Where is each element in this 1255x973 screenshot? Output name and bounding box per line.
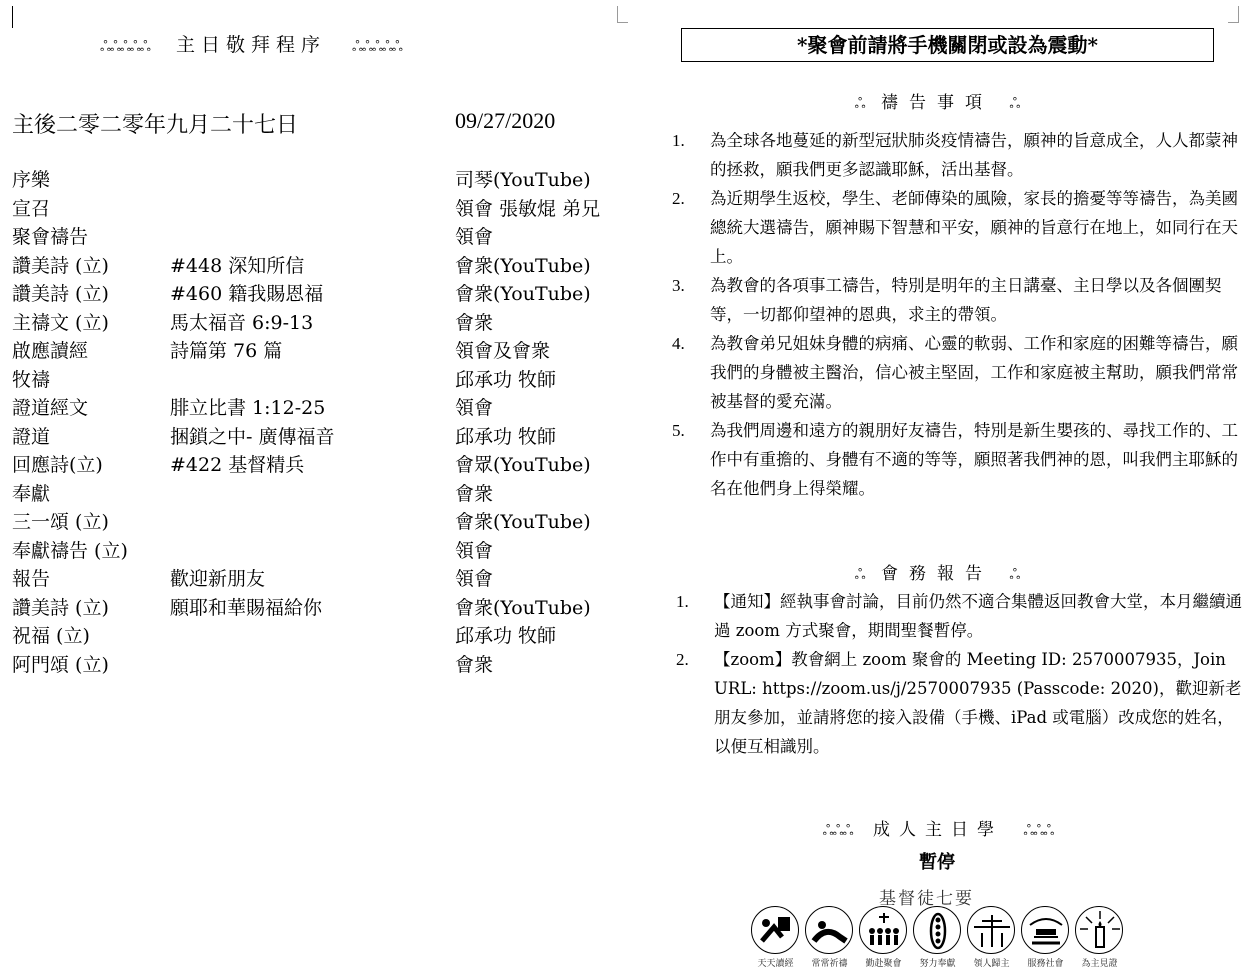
page-margin-mark bbox=[1228, 6, 1239, 23]
ornament-icon: ஃஃஃ bbox=[822, 823, 853, 839]
program-row bbox=[12, 594, 612, 623]
item-number: 4. bbox=[672, 334, 685, 353]
program-leader: 領會 bbox=[455, 397, 494, 419]
program-item: 序樂 bbox=[12, 169, 51, 191]
item-text: 為我們周邊和遠方的親朋好友禱告，特別是新生嬰孩的、尋找工作的、工作中有重擔的、身體有不適的等等，願照著我們神的恩，叫我們主耶穌的名在他們身上得榮耀。 bbox=[710, 421, 1238, 498]
section-title: 會務報告 bbox=[881, 564, 993, 584]
item-text: 為教會的各項事工禱告，特別是明年的主日講臺、主日學以及各個團契等，一切都仰望神的恩典，求主的帶領。 bbox=[710, 276, 1222, 324]
page-title: 主日敬拜程序 bbox=[175, 34, 326, 56]
list-item bbox=[676, 587, 1242, 645]
program-item: 主禱文 (立) bbox=[12, 311, 109, 334]
prayer-heading bbox=[848, 88, 1026, 114]
program-item: 阿門頌 (立) bbox=[12, 653, 109, 676]
program-item: 奉獻禱告 (立) bbox=[12, 539, 128, 562]
program-row bbox=[12, 166, 612, 195]
program-item: 讚美詩 (立) bbox=[12, 254, 109, 277]
page-margin-mark bbox=[617, 6, 628, 23]
program-row bbox=[12, 280, 612, 309]
program-row bbox=[12, 480, 612, 509]
program-leader: 會衆 bbox=[455, 311, 494, 334]
program-leader: 領會 bbox=[455, 539, 494, 562]
essential-caption: 服務社會 bbox=[1027, 959, 1064, 969]
program-leader: 邱承功 牧師 bbox=[455, 425, 557, 448]
item-number: 3. bbox=[672, 276, 685, 295]
program-detail bbox=[170, 166, 455, 195]
program-row bbox=[12, 622, 612, 651]
program-leader: 領會 bbox=[455, 226, 494, 248]
list-item bbox=[672, 271, 1238, 329]
program-detail bbox=[170, 622, 455, 651]
program-detail bbox=[170, 480, 455, 509]
program-leader: 會衆(YouTube) bbox=[455, 511, 591, 533]
program-leader: 會衆 bbox=[455, 482, 494, 505]
program-detail bbox=[170, 508, 455, 537]
program-detail: 捆鎖之中- 廣傳福音 bbox=[170, 425, 335, 448]
item-text: 為教會弟兄姐妹身體的病痛、心靈的軟弱、工作和家庭的困難等禱告，願我們的身體被主醫治，信心被主堅固，工作和家庭被主幫助，願我們常常被基督的愛充滿。 bbox=[710, 334, 1238, 411]
program-leader: 會衆(YouTube) bbox=[455, 596, 591, 619]
witness-icon bbox=[1075, 906, 1123, 954]
item-number: 1. bbox=[676, 592, 689, 611]
bible-reading-icon bbox=[751, 906, 799, 954]
service-date-chinese: 主後二零二零年九月二十七日 bbox=[12, 113, 299, 138]
program-item: 宣召 bbox=[12, 197, 51, 220]
program-item: 奉獻 bbox=[12, 482, 51, 505]
program-item: 祝福 (立) bbox=[12, 625, 90, 647]
program-row bbox=[12, 394, 612, 423]
program-row bbox=[12, 309, 612, 338]
list-item bbox=[672, 184, 1238, 271]
essential-caption: 勤赴聚會 bbox=[865, 959, 902, 969]
program-leader: 邱承功 牧師 bbox=[455, 368, 557, 391]
program-row bbox=[12, 366, 612, 395]
essential-caption: 領人歸主 bbox=[973, 959, 1010, 969]
item-text: 【zoom】教會網上 zoom 聚會的 Meeting ID: 2570007935，Join URL: https://zoom.us/j/2570007935 (Passcode: 2020)，歡迎新老朋友參加，並請將您的接入設備（手機、iPad 或電腦）改成您的姓名，以便互相識別。 bbox=[714, 650, 1242, 756]
seven-essentials-icons bbox=[751, 906, 1125, 954]
list-item bbox=[676, 645, 1242, 761]
ornament-icon: ஃ bbox=[854, 567, 865, 583]
essential-caption: 為主見證 bbox=[1081, 959, 1118, 969]
list-item bbox=[672, 416, 1238, 503]
program-item: 聚會禱告 bbox=[12, 226, 89, 248]
seven-essentials-captions bbox=[751, 956, 1125, 970]
ornament-icon: ஃ bbox=[1009, 96, 1020, 112]
phone-notice-box: *聚會前請將手機關閉或設為震動* bbox=[681, 28, 1214, 62]
order-of-worship-heading bbox=[100, 30, 402, 57]
section-title: 禱告事項 bbox=[881, 93, 993, 113]
program-detail: 歡迎新朋友 bbox=[170, 568, 266, 590]
section-title: 成人主日學 bbox=[873, 820, 1003, 840]
program-row bbox=[12, 252, 612, 281]
offering-icon bbox=[913, 906, 961, 954]
program-leader: 會衆 bbox=[455, 653, 494, 676]
church-news-heading bbox=[848, 559, 1026, 585]
program-detail: 願耶和華賜福給你 bbox=[170, 596, 323, 619]
program-detail: 腓立比書 1:12-25 bbox=[170, 397, 326, 419]
ornament-icon: ஃ bbox=[1009, 567, 1020, 583]
essential-caption: 努力奉獻 bbox=[919, 959, 956, 969]
program-item: 三一頌 (立) bbox=[12, 511, 109, 533]
program-list bbox=[12, 166, 612, 679]
program-leader: 領會及會衆 bbox=[455, 340, 551, 362]
program-leader: 邱承功 牧師 bbox=[455, 625, 557, 647]
program-row bbox=[12, 508, 612, 537]
program-detail bbox=[170, 537, 455, 566]
program-leader: 會衆(YouTube) bbox=[455, 283, 591, 305]
program-detail: #448 深知所信 bbox=[170, 254, 305, 277]
program-detail bbox=[170, 223, 455, 252]
item-text: 為全球各地蔓延的新型冠狀肺炎疫情禱告，願神的旨意成全，人人都蒙神的拯救，願我們更多認識耶穌，活出基督。 bbox=[710, 131, 1238, 179]
list-item bbox=[672, 329, 1238, 416]
ornament-icon: ஃஃஃஃஃ bbox=[352, 39, 402, 55]
program-item: 證道經文 bbox=[12, 397, 89, 419]
text-cursor bbox=[12, 6, 13, 28]
program-item: 回應詩(立) bbox=[12, 454, 103, 476]
prayer-list bbox=[672, 126, 1238, 503]
service-date-numeric: 09/27/2020 bbox=[455, 108, 556, 133]
praying-icon bbox=[805, 906, 853, 954]
program-leader: 司琴(YouTube) bbox=[455, 169, 591, 191]
service-icon bbox=[1021, 906, 1069, 954]
program-row bbox=[12, 337, 612, 366]
program-item: 啟應讀經 bbox=[12, 340, 89, 362]
program-item: 讚美詩 (立) bbox=[12, 596, 109, 619]
program-detail: #460 籍我賜恩福 bbox=[170, 283, 324, 305]
ornament-icon: ஃ bbox=[854, 96, 865, 112]
program-detail: 詩篇第 76 篇 bbox=[170, 340, 283, 362]
program-row bbox=[12, 451, 612, 480]
program-leader: 領會 bbox=[455, 568, 494, 590]
item-number: 2. bbox=[676, 650, 689, 669]
program-row bbox=[12, 651, 612, 680]
program-leader: 會衆(YouTube) bbox=[455, 254, 591, 277]
program-detail bbox=[170, 366, 455, 395]
program-row bbox=[12, 537, 612, 566]
program-item: 報告 bbox=[12, 568, 51, 590]
item-number: 5. bbox=[672, 421, 685, 440]
ornament-icon: ஃஃஃஃஃ bbox=[100, 39, 150, 55]
item-number: 2. bbox=[672, 189, 685, 208]
essential-caption: 天天讀經 bbox=[757, 959, 794, 969]
program-row bbox=[12, 565, 612, 594]
gathering-icon bbox=[859, 906, 907, 954]
program-item: 牧禱 bbox=[12, 368, 51, 391]
evangelism-icon bbox=[967, 906, 1015, 954]
list-item bbox=[672, 126, 1238, 184]
program-row bbox=[12, 223, 612, 252]
program-detail bbox=[170, 651, 455, 680]
program-detail: 馬太福音 6:9-13 bbox=[170, 311, 314, 334]
program-row bbox=[12, 195, 612, 224]
sunday-school-status: 暫停 bbox=[919, 852, 955, 873]
program-leader: 領會 張敏焜 弟兄 bbox=[455, 197, 601, 220]
sunday-school-heading bbox=[802, 815, 1074, 841]
item-text: 為近期學生返校，學生、老師傳染的風險，家長的擔憂等等禱告，為美國總統大選禱告，願神賜下智慧和平安，願神的旨意行在地上，如同行在天上。 bbox=[710, 189, 1238, 266]
church-news-list bbox=[676, 587, 1242, 761]
program-row bbox=[12, 423, 612, 452]
program-detail: #422 基督精兵 bbox=[170, 454, 305, 476]
ornament-icon: ஃஃஃ bbox=[1023, 823, 1054, 839]
seven-essentials-title: 基督徒七要 bbox=[879, 889, 974, 909]
program-item: 讚美詩 (立) bbox=[12, 283, 109, 305]
item-number: 1. bbox=[672, 131, 685, 150]
item-text: 【通知】經執事會討論，目前仍然不適合集體返回教會大堂，本月繼續通過 zoom 方式聚會，期間聖餐暫停。 bbox=[714, 592, 1242, 640]
essential-caption: 常常祈禱 bbox=[811, 959, 848, 969]
program-item: 證道 bbox=[12, 425, 51, 448]
program-leader: 會眾(YouTube) bbox=[455, 454, 591, 476]
program-detail bbox=[170, 195, 455, 224]
